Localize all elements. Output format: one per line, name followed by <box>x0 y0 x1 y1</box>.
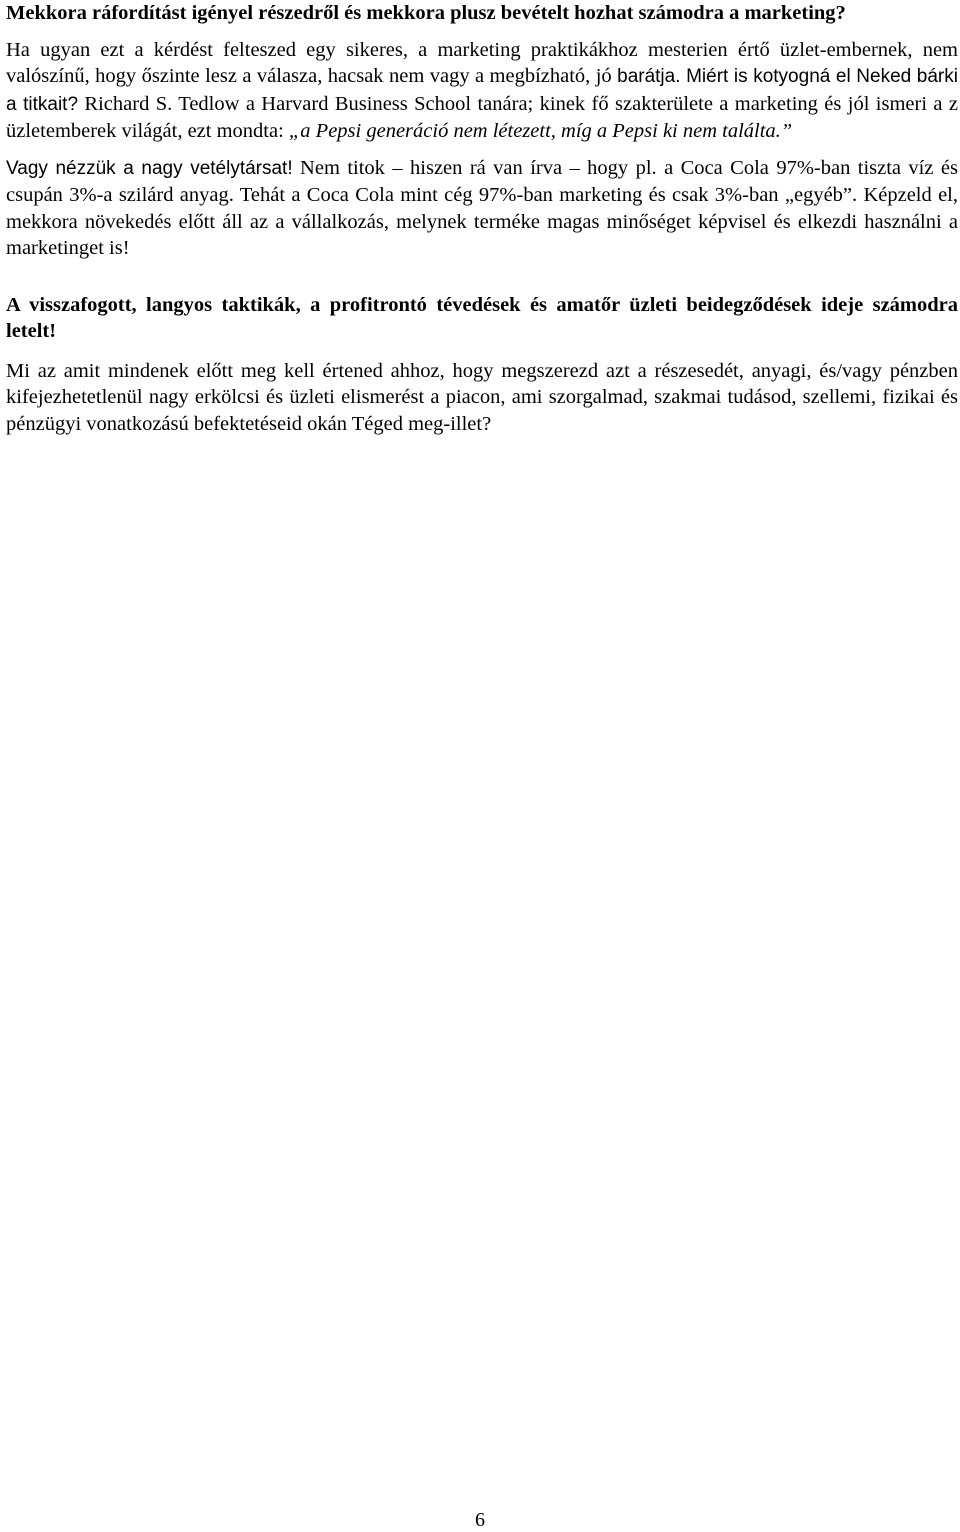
document-page <box>6 0 958 437</box>
paragraph-coca-cola <box>6 155 958 262</box>
section-heading-tactics: A visszafogott, langyos taktikák, a profitrontó tévedések és amatőr üzleti beidegződések ideje számodra letelt! <box>6 293 958 342</box>
paragraph-text: Nem titok – hiszen rá van írva – hogy pl. a Coca Cola 97%-ban tiszta víz és csupán 3%-a szilárd anyag. Tehát a Coca Cola mint cég 97%-ban marketing és csak 3%-ban „egyéb”. Képzeld el, mekkora növekedés előtt áll az a vállalkozás, melynek terméke magas minőséget képvisel és elkezdi használni a marketinget is! <box>6 156 958 259</box>
page-number: 6 <box>475 1509 485 1531</box>
section-heading-marketing-cost: Mekkora ráfordítást igényel részedről és mekkora plusz bevételt hozhat számodra a marketing? <box>6 2 846 24</box>
paragraph-text-sans: Vagy nézzük a nagy vetélytársat! <box>6 157 293 179</box>
paragraph-text-sans: barátja. Miért is kotyogná el Neked bárki a titkait? <box>6 66 958 115</box>
paragraph-text: Richard S. Tedlow a Harvard Business School tanára; kinek fő szakterülete a marketing és jól ismeri a z üzletemberek világát, ezt mondta: <box>6 92 958 142</box>
paragraph-recognition: Mi az amit mindenek előtt meg kell értened ahhoz, hogy megszerezd azt a részesedét, anyagi, és/vagy pénzben kifejezhetetlenül nagy erkölcsi és üzleti elismerést a piacon, ami szorgalmad, szakmai tudásod, szellemi, fizikai és pénzügyi vonatkozású befektetéseid okán Téged meg-illet? <box>6 359 958 435</box>
paragraph-secrets <box>6 37 958 145</box>
paragraph-text: Ha ugyan ezt a kérdést felteszed egy sikeres, a marketing praktikákhoz mesterien értő üzlet-embernek, nem valószínű, hogy őszinte lesz a válasza, hacsak nem vagy a megbízható, jó <box>6 38 958 87</box>
pepsi-quote: „a Pepsi generáció nem létezett, míg a Pepsi ki nem találta.” <box>288 120 793 142</box>
